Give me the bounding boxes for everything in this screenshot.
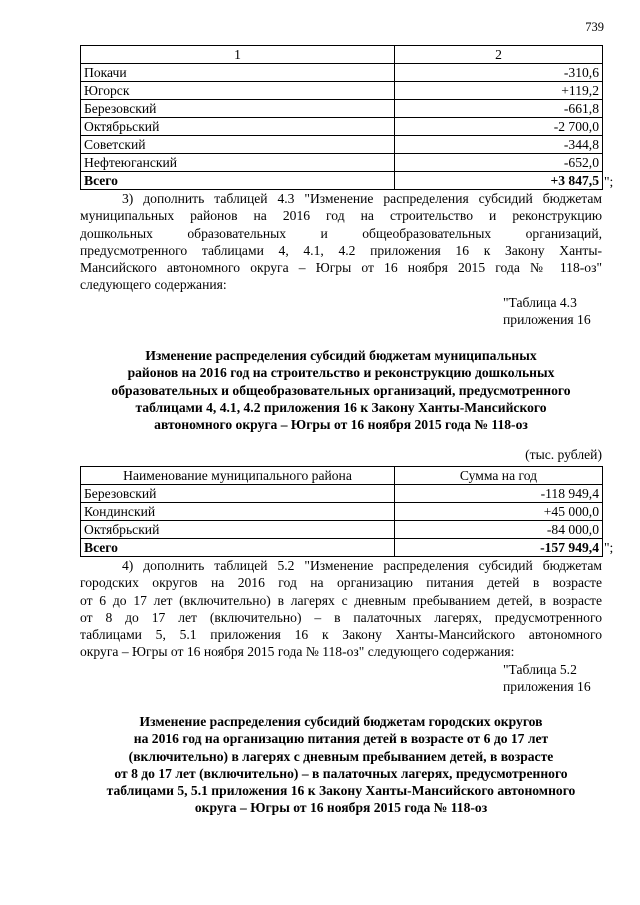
table-row (81, 118, 603, 136)
heading-line: таблицами 4, 4.1, 4.2 приложения 16 к Закону Ханты-Мансийского (135, 399, 547, 415)
table-reference-line: приложения 16 (503, 312, 591, 328)
table-row (81, 485, 603, 503)
paragraph-line: следующего содержания: (80, 277, 227, 293)
row-value: -652,0 (395, 154, 603, 172)
total-value: -157 949,4 (395, 539, 603, 557)
total-label: Всего (81, 539, 395, 557)
row-value: -84 000,0 (395, 521, 603, 539)
paragraph-line: 3) дополнить таблицей 4.3 "Изменение распределения субсидий бюджетам (122, 191, 602, 206)
table-row (81, 100, 603, 118)
paragraph-line: муниципальных районов на 2016 год на строительство и реконструкцию (80, 208, 602, 224)
row-name: Октябрьский (81, 118, 395, 136)
table-1 (80, 45, 603, 190)
row-value: -2 700,0 (395, 118, 603, 136)
paragraph-line: округа – Югры от 16 ноября 2015 года № 118-оз" следующего содержания: (80, 644, 515, 660)
table-2-header-name: Наименование муниципального района (81, 467, 395, 485)
row-name: Березовский (81, 485, 395, 503)
paragraph-4 (80, 557, 602, 661)
table-reference-line: "Таблица 5.2 (503, 662, 577, 677)
paragraph-line: городских округов на 2016 год на организацию питания детей в возрасте (80, 575, 602, 591)
row-name: Октябрьский (81, 521, 395, 539)
table-1-header-col1: 1 (81, 46, 395, 64)
table-2 (80, 466, 603, 557)
table-heading-4-3 (80, 347, 602, 433)
heading-line: таблицами 5, 5.1 приложения 16 к Закону Ханты-Мансийского автономного (106, 783, 576, 799)
table-reference-5-2 (503, 661, 591, 696)
paragraph-line: дошкольных образовательных и общеобразовательных организаций, (80, 225, 602, 241)
paragraph-line: предусмотренного таблицами 4, 4.1, 4.2 приложения 16 к Закону Ханты- (80, 242, 602, 258)
heading-line: (включительно) в лагерях с дневным пребыванием детей, в возрасте (128, 748, 554, 764)
paragraph-line: таблицами 5, 5.1 приложения 16 к Закону Ханты-Мансийского автономного (80, 627, 602, 643)
paragraph-3 (80, 190, 602, 294)
heading-line: районов на 2016 год на строительство и реконструкцию дошкольных (127, 365, 555, 381)
table-row (81, 82, 603, 100)
paragraph-line: 4) дополнить таблицей 5.2 "Изменение распределения субсидий бюджетам (122, 558, 602, 573)
table-1-closing-quote: "; (604, 174, 614, 189)
heading-line: образовательных и общеобразовательных организаций, предусмотренного (111, 382, 571, 398)
row-name: Советский (81, 136, 395, 154)
table-2-body (81, 485, 603, 557)
table-reference-line: "Таблица 4.3 (503, 295, 577, 310)
row-name: Югорск (81, 82, 395, 100)
row-value: -118 949,4 (395, 485, 603, 503)
row-value: -661,8 (395, 100, 603, 118)
table-1-header-col2: 2 (395, 46, 603, 64)
table-1-total-row (81, 172, 603, 190)
table-1-body (81, 64, 603, 190)
table-heading-5-2 (80, 713, 602, 817)
heading-line: округа – Югры от 16 ноября 2015 года № 118-оз (194, 800, 488, 816)
table-row (81, 154, 603, 172)
table-2-header-row (81, 467, 603, 485)
table-row (81, 64, 603, 82)
table-row (81, 503, 603, 521)
total-label: Всего (81, 172, 395, 190)
heading-line: Изменение распределения субсидий бюджетам муниципальных (145, 348, 537, 363)
table-row (81, 521, 603, 539)
row-value: +119,2 (395, 82, 603, 100)
total-value: +3 847,5 (395, 172, 603, 190)
paragraph-line: Мансийского автономного округа – Югры от 16 ноября 2015 года № 118-оз" (80, 260, 602, 276)
page-number: 739 (585, 20, 604, 34)
heading-line: на 2016 год на организацию питания детей в возрасте от 6 до 17 лет (133, 731, 549, 747)
row-name: Кондинский (81, 503, 395, 521)
row-name: Покачи (81, 64, 395, 82)
table-row (81, 136, 603, 154)
table-2-header-sum: Сумма на год (395, 467, 603, 485)
paragraph-line: от 8 до 17 лет (включительно) – в палаточных лагерях, предусмотренного (80, 609, 602, 625)
table-2-total-row (81, 539, 603, 557)
table-2-closing-quote: "; (604, 540, 614, 555)
heading-line: Изменение распределения субсидий бюджетам городских округов (139, 714, 543, 729)
heading-line: автономного округа – Югры от 16 ноября 2015 года № 118-оз (154, 417, 528, 433)
row-value: -310,6 (395, 64, 603, 82)
table-reference-4-3 (503, 294, 591, 329)
table-1-header-row (81, 46, 603, 64)
row-value: -344,8 (395, 136, 603, 154)
row-name: Нефтеюганский (81, 154, 395, 172)
unit-label: (тыс. рублей) (525, 447, 602, 462)
table-reference-line: приложения 16 (503, 679, 591, 695)
row-name: Березовский (81, 100, 395, 118)
heading-line: от 8 до 17 лет (включительно) – в палаточных лагерях, предусмотренного (114, 765, 568, 781)
paragraph-line: от 6 до 17 лет (включительно) в лагерях с дневным пребыванием детей, в возрасте (80, 592, 602, 608)
row-value: +45 000,0 (395, 503, 603, 521)
